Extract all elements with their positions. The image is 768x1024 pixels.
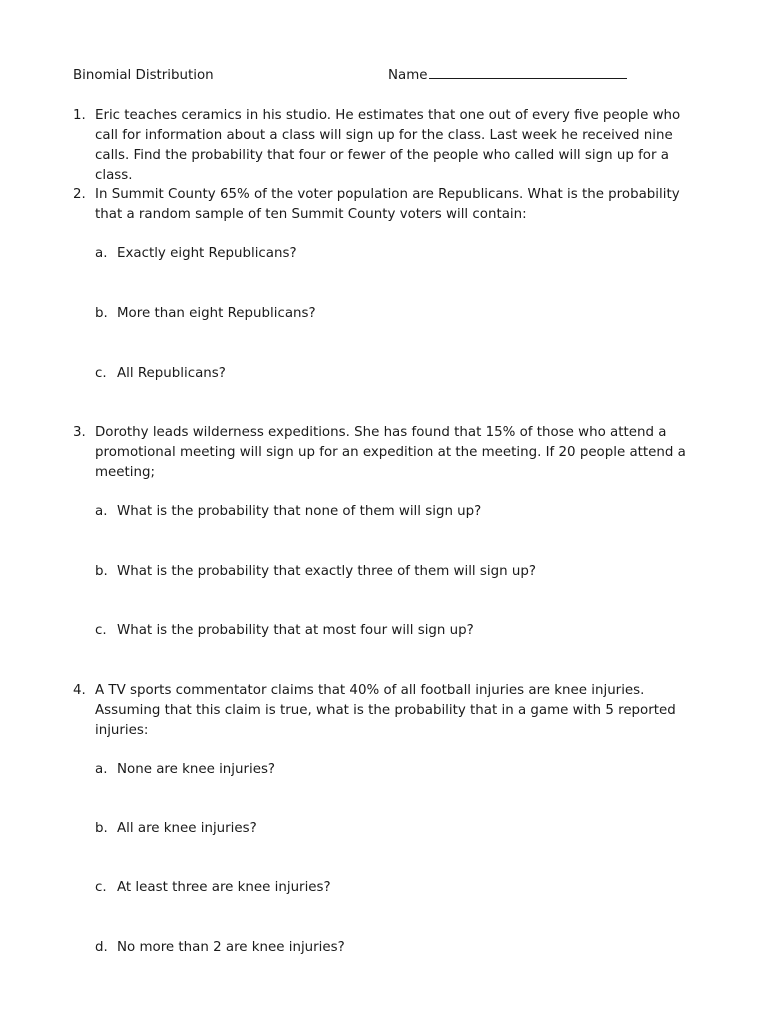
part-letter: b. (95, 564, 108, 579)
part-letter: a. (95, 762, 108, 777)
question-number: 4. (73, 683, 86, 698)
name-label: Name (388, 68, 428, 83)
part-letter: a. (95, 504, 108, 519)
part-letter: b. (95, 821, 108, 836)
question-3 (73, 423, 703, 483)
question-2 (73, 185, 703, 225)
question-4 (73, 681, 703, 741)
question-1 (73, 106, 703, 186)
question-number: 3. (73, 425, 86, 440)
name-field[interactable] (388, 66, 627, 86)
worksheet-title: Binomial Distribution (73, 68, 214, 83)
question-text: Eric teaches ceramics in his studio. He estimates that one out of every five people who call for information about a class will sign up for the class. Last week he received nine calls. Find the probability that four or fewer of the people who called will sign up for a class. (95, 108, 681, 183)
worksheet-header (73, 66, 693, 86)
question-2c (95, 364, 226, 384)
part-text: All Republicans? (117, 366, 226, 381)
question-number: 2. (73, 187, 86, 202)
part-text: Exactly eight Republicans? (117, 246, 297, 261)
question-2a (95, 244, 297, 264)
part-text: What is the probability that none of them will sign up? (117, 504, 482, 519)
question-4d (95, 938, 345, 958)
question-3c (95, 621, 474, 641)
part-text: All are knee injuries? (117, 821, 257, 836)
part-letter: c. (95, 623, 107, 638)
question-4a (95, 760, 275, 780)
part-text: At least three are knee injuries? (117, 880, 331, 895)
part-letter: c. (95, 366, 107, 381)
question-4c (95, 878, 331, 898)
name-blank-line[interactable] (429, 77, 627, 79)
question-3a (95, 502, 481, 522)
part-text: What is the probability that exactly three of them will sign up? (117, 564, 536, 579)
part-letter: b. (95, 306, 108, 321)
part-text: What is the probability that at most four will sign up? (117, 623, 474, 638)
question-text: A TV sports commentator claims that 40% of all football injuries are knee injuries. Assuming that this claim is true, what is the probability that in a game with 5 reported injuries: (95, 683, 676, 738)
part-letter: a. (95, 246, 108, 261)
question-text: Dorothy leads wilderness expeditions. She has found that 15% of those who attend a promotional meeting will sign up for an expedition at the meeting. If 20 people attend a meeting; (95, 425, 686, 480)
part-letter: c. (95, 880, 107, 895)
question-number: 1. (73, 108, 86, 123)
question-4b (95, 819, 257, 839)
question-text: In Summit County 65% of the voter population are Republicans. What is the probability that a random sample of ten Summit County voters will contain: (95, 187, 680, 222)
part-text: More than eight Republicans? (117, 306, 316, 321)
part-text: No more than 2 are knee injuries? (117, 940, 345, 955)
part-letter: d. (95, 940, 108, 955)
question-2b (95, 304, 316, 324)
part-text: None are knee injuries? (117, 762, 276, 777)
question-3b (95, 562, 536, 582)
